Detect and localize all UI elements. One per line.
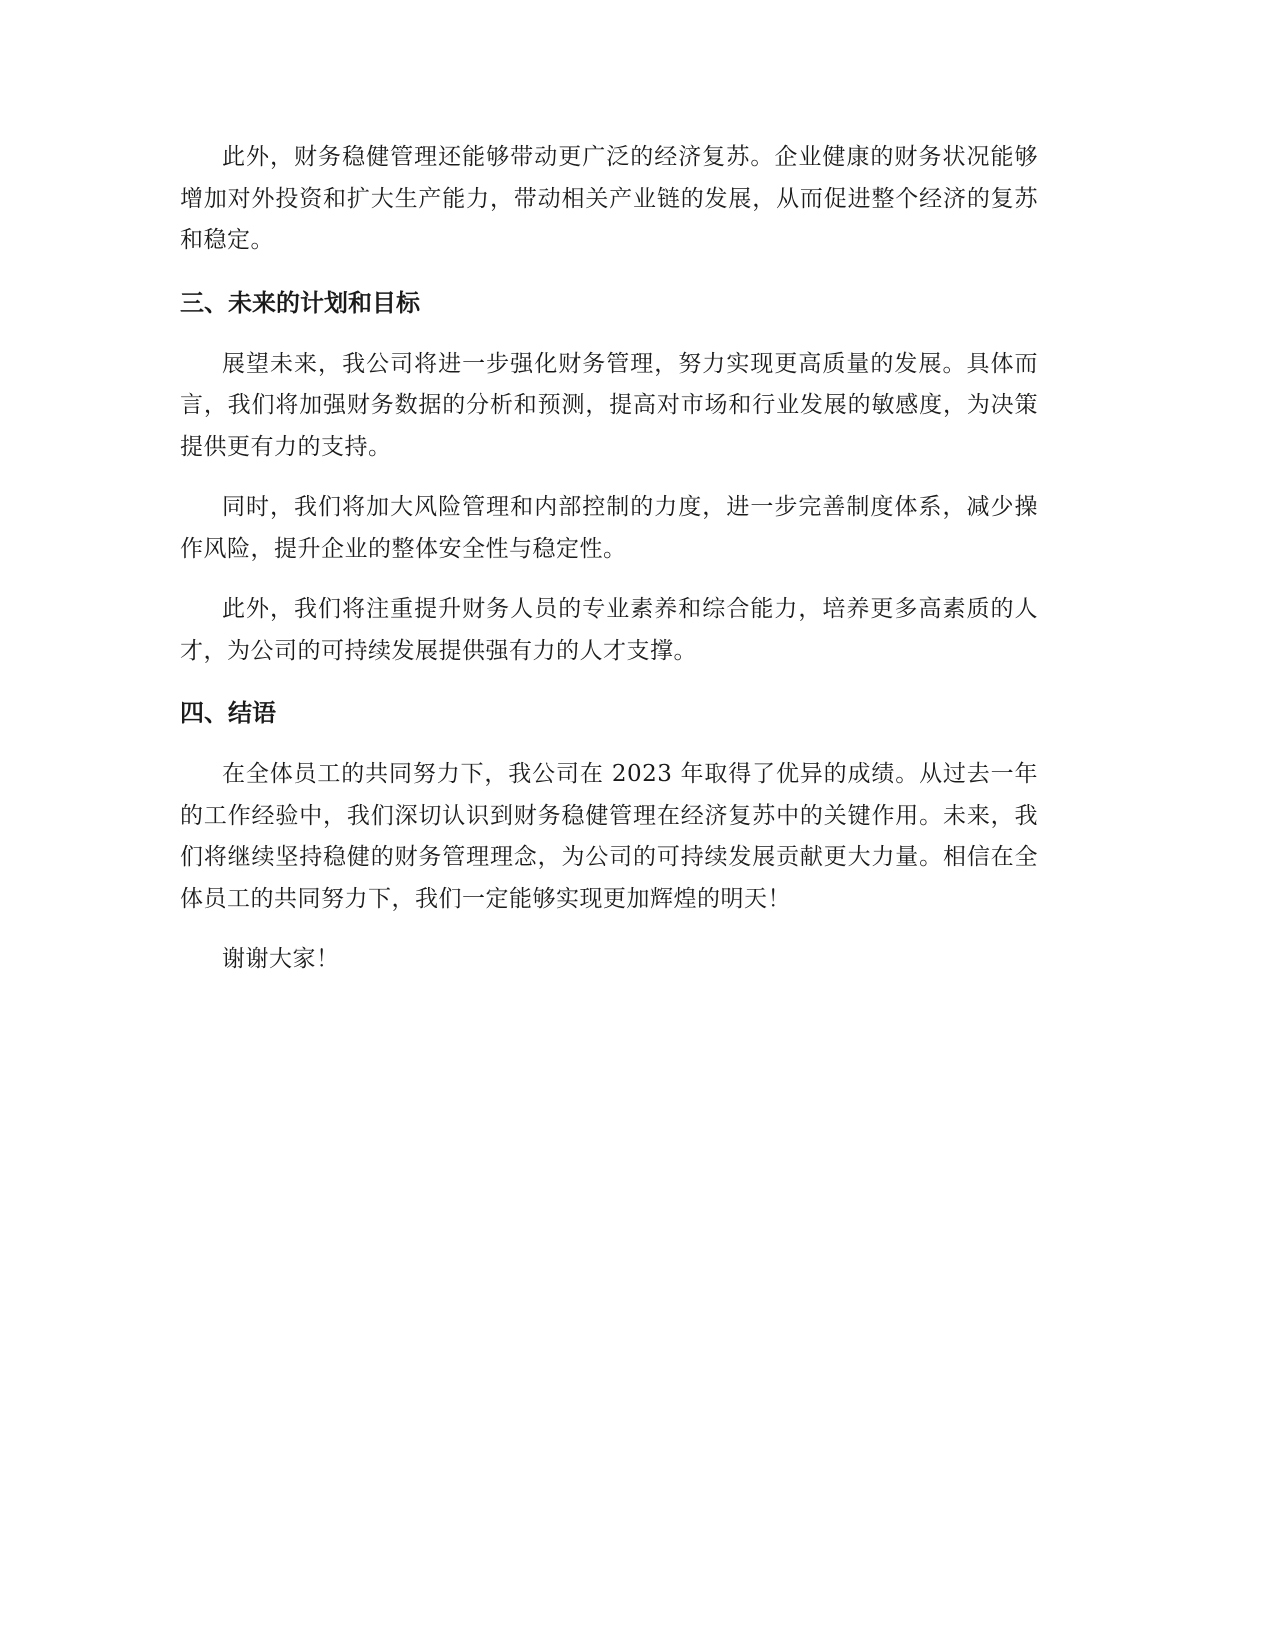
section-3-heading: 三、未来的计划和目标	[180, 288, 420, 317]
closing-thanks: 谢谢大家！	[222, 946, 340, 972]
section-4-paragraph-1: 在全体员工的共同努力下，我公司在 2023 年取得了优异的成绩。从过去一年的工作经验中，我们深切认识到财务稳健管理在经济复苏中的关键作用。未来，我们将继续坚持稳健的财务管理理念，为公司的可持续发展贡献更大力量。相信在全体员工的共同努力下，我们一定能够实现更加辉煌的明天！	[180, 761, 1038, 912]
section-3-paragraph-2: 同时，我们将加大风险管理和内部控制的力度，进一步完善制度体系，减少操作风险，提升企业的整体安全性与稳定性。	[180, 494, 1038, 562]
document-page	[180, 137, 1038, 1000]
section-3-paragraph-3: 此外，我们将注重提升财务人员的专业素养和综合能力，培养更多高素质的人才，为公司的可持续发展提供强有力的人才支撑。	[180, 596, 1038, 664]
section-4-heading: 四、结语	[180, 699, 276, 727]
section-3-paragraph-1: 展望未来，我公司将进一步强化财务管理，努力实现更高质量的发展。具体而言，我们将加强财务数据的分析和预测，提高对市场和行业发展的敏感度，为决策提供更有力的支持。	[180, 350, 1038, 460]
intro-paragraph: 此外，财务稳健管理还能够带动更广泛的经济复苏。企业健康的财务状况能够增加对外投资和扩大生产能力，带动相关产业链的发展，从而促进整个经济的复苏和稳定。	[180, 144, 1038, 253]
